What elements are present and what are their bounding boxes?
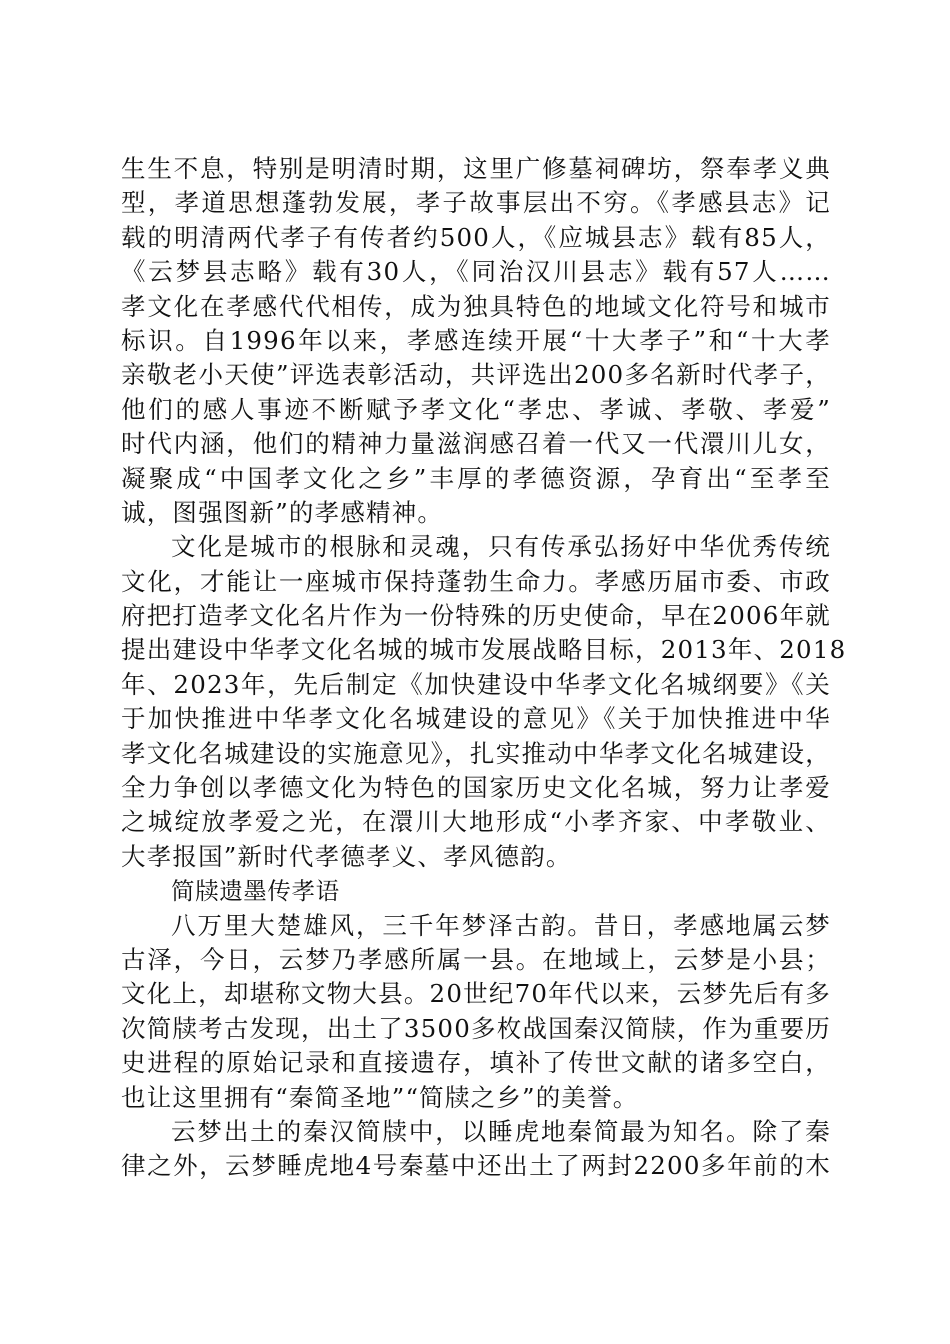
text-line: 全力争创以孝德文化为特色的国家历史文化名城，努力让孝爱 [121, 773, 831, 803]
text-line: 文化上，却堪称文物大县。20世纪70年代以来，云梦先后有多 [121, 979, 831, 1009]
text-line: 孝文化名城建设的实施意见》，扎实推动中华孝文化名城建设， [121, 738, 831, 768]
text-line: 古泽，今日，云梦乃孝感所属一县。在地域上，云梦是小县； [121, 944, 831, 974]
text-line: 大孝报国”新时代孝德孝义、孝风德韵。 [121, 841, 572, 871]
text-line: 孝文化在孝感代代相传，成为独具特色的地域文化符号和城市 [121, 291, 831, 321]
text-line: 他们的感人事迹不断赋予孝文化“孝忠、孝诚、孝敬、孝爱” [121, 394, 831, 424]
paragraph-yunmeng-bamboo-slips [121, 909, 831, 1115]
text-line: 年、2023年，先后制定《加快建设中华孝文化名城纲要》《关 [121, 669, 831, 699]
text-line: 文化，才能让一座城市保持蓬勃生命力。孝感历届市委、市政 [121, 566, 831, 596]
text-line: 提出建设中华孝文化名城的城市发展战略目标，2013年、2018 [121, 635, 847, 665]
text-line: 八万里大楚雄风，三千年梦泽古韵。昔日，孝感地属云梦 [171, 910, 831, 940]
text-line: 《云梦县志略》载有30人，《同治汉川县志》载有57人…… [121, 257, 831, 287]
text-line: 文化是城市的根脉和灵魂，只有传承弘扬好中华优秀传统 [171, 532, 831, 562]
text-line: 诚，图强图新”的孝感精神。 [121, 497, 444, 527]
text-line: 也让这里拥有“秦简圣地”“简牍之乡”的美誉。 [121, 1082, 639, 1112]
paragraph-xiao-culture-history [121, 152, 831, 530]
text-line: 云梦出土的秦汉简牍中，以睡虎地秦简最为知名。除了秦 [171, 1116, 831, 1146]
paragraph-city-strategy [121, 530, 847, 874]
text-line: 之城绽放孝爱之光，在澴川大地形成“小孝齐家、中孝敬业、 [121, 807, 831, 837]
paragraph-shuihudi-slips [121, 1115, 831, 1184]
text-line: 亲敬老小天使”评选表彰活动，共评选出200多名新时代孝子， [121, 360, 831, 390]
text-line: 标识。自1996年以来，孝感连续开展“十大孝子”和“十大孝 [121, 325, 831, 355]
text-line: 次简牍考古发现，出土了3500多枚战国秦汉简牍，作为重要历 [121, 1013, 831, 1043]
text-line: 时代内涵，他们的精神力量滋润感召着一代又一代澴川儿女， [121, 429, 831, 459]
text-line: 于加快推进中华孝文化名城建设的意见》《关于加快推进中华 [121, 704, 831, 734]
text-line: 律之外，云梦睡虎地4号秦墓中还出土了两封2200多年前的木 [121, 1151, 831, 1181]
text-line: 载的明清两代孝子有传者约500人，《应城县志》载有85人， [121, 222, 831, 252]
text-line: 生生不息，特别是明清时期，这里广修墓祠碑坊，祭奉孝义典 [121, 154, 831, 183]
text-line: 凝聚成“中国孝文化之乡”丰厚的孝德资源，孕育出“至孝至 [121, 463, 831, 493]
text-line: 府把打造孝文化名片作为一份特殊的历史使命，早在2006年就 [121, 601, 831, 631]
text-line: 史进程的原始记录和直接遗存，填补了传世文献的诸多空白， [121, 1048, 831, 1078]
text-line: 型，孝道思想蓬勃发展，孝子故事层出不穷。《孝感县志》记 [121, 188, 831, 218]
document-body [121, 152, 847, 1184]
section-heading: 简牍遗墨传孝语 [171, 877, 340, 906]
